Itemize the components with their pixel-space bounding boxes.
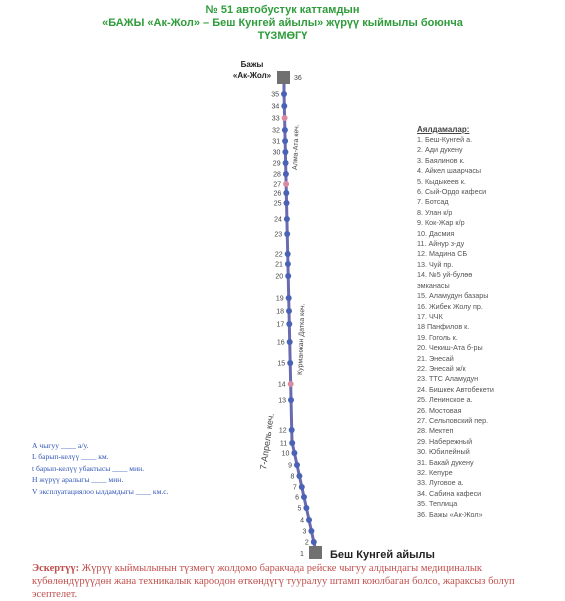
street-label-alma-ata: Алма-Ата кеч. [292, 124, 301, 171]
legend-item: 36. Бажы «Ак-Жол» [417, 509, 483, 519]
street-label-kurmanjan-datka: Курманжан Датка кеч. [297, 303, 307, 376]
stop-number-label: 10 [281, 450, 290, 458]
start-label-line2: «Ак-Жол» [232, 71, 272, 80]
stop-number-label: 16 [276, 339, 285, 347]
parameter-row: А чыгуу ____ а/у. [32, 441, 89, 450]
legend-item: 13. Чуй пр. [417, 259, 454, 269]
legend-item: 33. Луговое а. [417, 478, 464, 488]
note-text: Жүрүү кыймылынын түзмөгү жолдомо баракчада рейске чыгуу алдындагы медициналык кубөлөндүрүүдөн жана техникалык кароодон өткөндүгү тууралуу штамп коюлбаган болсо, жараксыз болуп эсептелет. [32, 563, 515, 600]
stop-marker [281, 103, 287, 109]
stop-number-label: 15 [277, 360, 286, 368]
stop-number-label: 22 [274, 251, 283, 259]
stop-marker [289, 440, 295, 446]
stop-marker [308, 528, 314, 534]
legend-item: 18 Панфилов к. [417, 322, 470, 332]
legend-heading: Аялдамалар: [417, 125, 470, 134]
stop-marker [289, 427, 295, 433]
map-title-line-3: ТҮЗМӨГҮ [257, 30, 308, 42]
stop-number-label: 30 [272, 149, 281, 157]
legend-item: 3. Баялинов к. [417, 155, 465, 165]
stop-number-label: 7 [292, 484, 297, 492]
stop-marker [288, 381, 294, 387]
stop-marker [303, 505, 309, 511]
stop-number-label: 21 [275, 261, 283, 269]
stop-marker [282, 149, 288, 155]
stop-number-label: 8 [290, 473, 295, 481]
legend-item: 34. Сабина кафеси [417, 488, 482, 498]
legend-items [417, 135, 562, 520]
legend-item: 14. №5 уй-булөө [417, 270, 473, 280]
legend-item: 21. Энесай [417, 353, 454, 363]
stop-marker [294, 462, 300, 468]
note-label: Эскертүү: [32, 563, 80, 574]
stop-marker [288, 397, 294, 403]
stop-marker [284, 216, 290, 222]
legend-item: 9. Кок-Жар к/р [417, 218, 465, 228]
stop-marker [286, 295, 292, 301]
legend-item: 35. Теплица [417, 499, 458, 509]
stop-marker [282, 127, 288, 133]
legend-item: 8. Улан к/р [417, 207, 453, 217]
legend-item: 6. Сый-Ордо кафеси [417, 187, 487, 197]
stop-number-label: 5 [297, 505, 302, 513]
stop-number-label: 23 [274, 231, 283, 239]
stop-marker [296, 473, 302, 479]
parameter-row: V эксплуатациялоо ылдамдыгы ____ км.с. [32, 486, 169, 496]
map-title-line-1: № 51 автобустук каттамдын [205, 4, 360, 16]
stop-marker [282, 138, 288, 144]
legend-item: 5. Кыдыкеев к. [417, 176, 466, 186]
note [32, 562, 557, 601]
stop-number-label: 31 [272, 138, 281, 146]
parameter-row: t барып-келүү убактысы ____ мин. [32, 463, 145, 473]
stop-marker [284, 231, 290, 237]
stop-marker [287, 360, 293, 366]
legend-item: 32. Кепуре [417, 468, 453, 477]
legend-item: 20. Чекиш-Ата б-ры [417, 343, 483, 353]
stop-number-label: 12 [278, 427, 287, 435]
terminal-start [277, 71, 290, 84]
legend-item: 10. Дасмия [417, 228, 455, 238]
stop-number-label: 14 [277, 381, 286, 389]
legend-item: 22. Энесай ж/к [417, 363, 466, 373]
legend-item: 16. Жибек Жолу пр. [417, 301, 483, 311]
stop-marker [283, 190, 289, 196]
stop-marker [281, 91, 287, 97]
stop-number-label: 20 [275, 273, 284, 281]
stop-marker [285, 261, 291, 267]
legend-item: 7. Ботсад [417, 197, 449, 207]
parameter-row: L барып-келүү ____ км. [32, 452, 109, 462]
stop-number-label: 3 [302, 528, 307, 536]
route-parameters [32, 440, 169, 497]
legend-item: 15. Аламудун базары [417, 291, 489, 301]
stops-legend [417, 125, 562, 520]
legend-item: эмканасы [417, 280, 450, 290]
stop-marker [285, 273, 291, 279]
legend-item: 1. Беш-Кунгей а. [417, 135, 473, 144]
legend-item: 24. Бишкек Автобекети [417, 384, 494, 394]
stop-marker [301, 494, 307, 500]
legend-item: 4. Айкел шаарчасы [417, 166, 482, 176]
stop-number-label: 26 [273, 190, 282, 198]
legend-item: 28. Мектеп [417, 426, 454, 436]
end-label: Беш Кунгей айылы [330, 549, 435, 561]
stop-number-label: 27 [273, 181, 282, 189]
stop-marker [285, 251, 291, 257]
stop-marker [287, 339, 293, 345]
stop-number-label: 11 [279, 440, 288, 448]
stop-number-label: 25 [273, 200, 282, 208]
stop-number-label: 17 [276, 321, 285, 329]
stop-number-label: 19 [275, 295, 284, 303]
stop-marker [283, 171, 289, 177]
start-label-line1: Бажы [240, 60, 264, 69]
stop-marker [306, 517, 312, 523]
stop-marker [284, 200, 290, 206]
stop-number-label: 35 [271, 91, 279, 99]
stop-number-label: 28 [273, 171, 281, 179]
legend-item: 29. Набережный [417, 436, 473, 446]
stop-number-label: 24 [274, 216, 282, 224]
legend-item: 19. Гоголь к. [417, 332, 458, 342]
parameter-row: Н жүрүү аралыгы ____ мин. [32, 475, 124, 485]
legend-item: 26. Мостовая [417, 405, 462, 415]
legend-item: 11. Айнур з-ду [417, 239, 465, 249]
stop-marker [299, 484, 305, 490]
stop-number-label: 13 [278, 397, 286, 405]
stop-marker [283, 160, 289, 166]
stop-marker [291, 450, 297, 456]
stop-marker [286, 321, 292, 327]
legend-item: 17. ЧЧК [417, 311, 443, 321]
legend-item: 31. Бакай дукену [417, 457, 474, 467]
stop-number-label: 9 [288, 462, 292, 470]
street-label-7-april: 7-Апрель кеч. [258, 412, 276, 471]
stop-number-label: 4 [300, 517, 304, 525]
stop-marker [286, 308, 292, 314]
stop-number-label: 29 [272, 160, 281, 168]
stop-number-label: 18 [276, 308, 284, 316]
legend-item: 30. Юбилейный [417, 447, 470, 457]
legend-item: 27. Сельповский пер. [417, 415, 489, 425]
end-stop-number: 1 [300, 551, 304, 558]
stop-number-label: 2 [304, 539, 309, 547]
legend-item: 2. Ади дукену [417, 145, 463, 155]
stop-number-label: 34 [271, 103, 280, 111]
legend-item: 12. Мадина СБ [417, 249, 468, 259]
stop-number-label: 6 [295, 494, 299, 502]
stop-marker [311, 539, 317, 545]
terminal-end [309, 546, 322, 559]
stop-number-label: 33 [271, 115, 280, 123]
map-title-line-2: «БАЖЫ «Ак-Жол» – Беш Кунгей айылы» жүрүү кыймылы боюнча [102, 17, 463, 29]
legend-item: 23. ТТС Аламудун [417, 374, 479, 384]
start-stop-number: 36 [294, 75, 302, 82]
stop-number-label: 32 [272, 127, 280, 135]
stop-marker [283, 181, 289, 187]
stop-marker [282, 115, 288, 121]
legend-item: 25. Ленинское а. [417, 395, 473, 405]
